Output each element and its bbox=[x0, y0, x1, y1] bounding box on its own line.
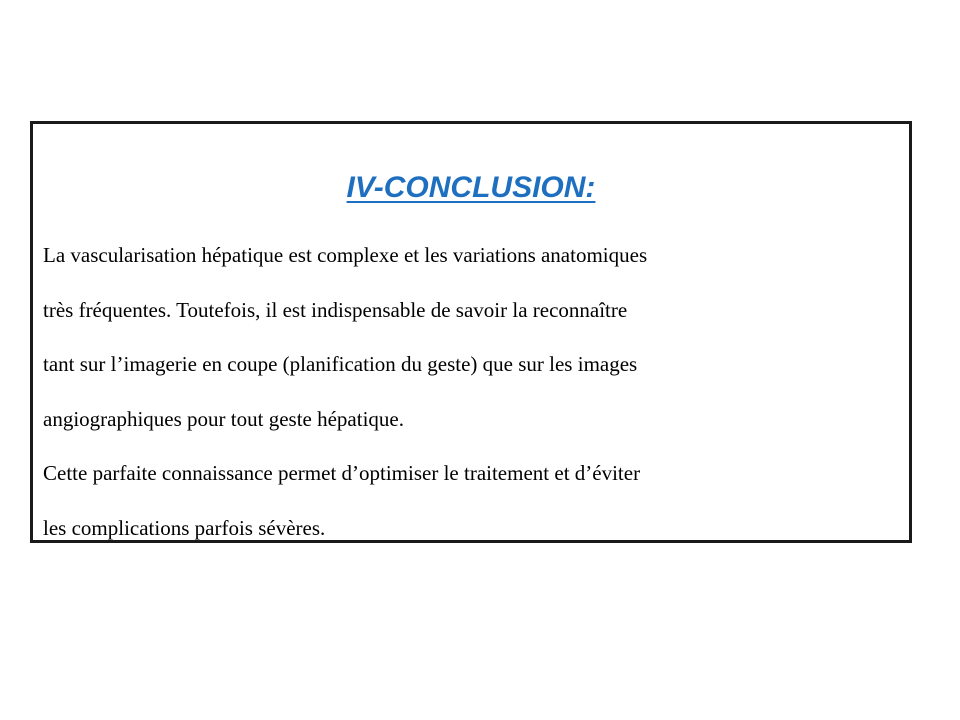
paragraph-2-line-1: Cette parfaite connaissance permet d’optimiser le traitement et d’éviter bbox=[43, 461, 641, 485]
conclusion-box bbox=[30, 121, 912, 543]
conclusion-text bbox=[43, 228, 905, 555]
paragraph-1-line-1: La vascularisation hépatique est complexe et les variations anatomiques bbox=[43, 243, 648, 267]
paragraph-1-line-3: tant sur l’imagerie en coupe (planification du geste) que sur les images bbox=[43, 352, 638, 376]
paragraph-1-line-2: très fréquentes. Toutefois, il est indispensable de savoir la reconnaître bbox=[43, 297, 628, 322]
paragraph-1-line-4: angiographiques pour tout geste hépatique. bbox=[43, 406, 404, 431]
paragraph-2-line-2: les complications parfois sévères. bbox=[43, 515, 326, 540]
section-title: IV-CONCLUSION: bbox=[346, 171, 596, 204]
